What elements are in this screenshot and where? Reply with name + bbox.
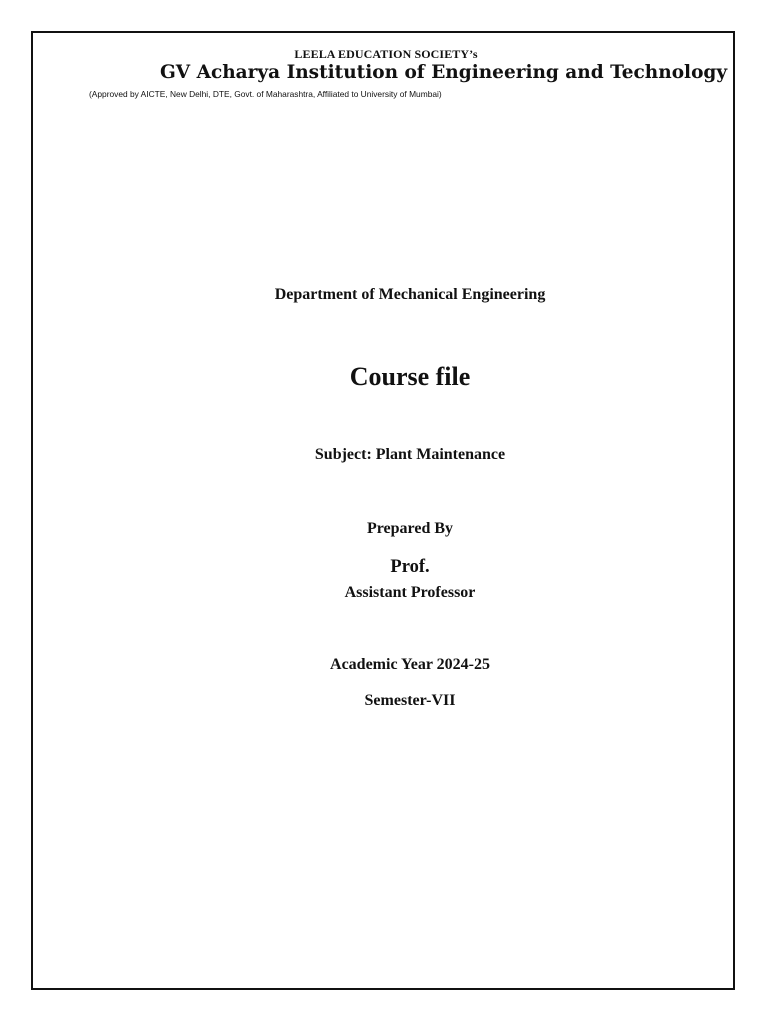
author-role: Assistant Professor — [344, 584, 476, 601]
page-border — [31, 31, 735, 990]
institute-name: GV Acharya Institution of Engineering and Technology — [160, 62, 728, 83]
department-name: Department of Mechanical Engineering — [274, 286, 546, 303]
document-title: Course file — [349, 362, 471, 391]
subject-line: Subject: Plant Maintenance — [314, 446, 506, 463]
semester: Semester-VII — [364, 692, 456, 709]
prepared-by-label: Prepared By — [366, 520, 454, 537]
approval-note: (Approved by AICTE, New Delhi, DTE, Govt. of Maharashtra, Affiliated to University of Mumbai) — [89, 89, 442, 99]
author-name: Prof. — [390, 557, 430, 577]
society-name: LEELA EDUCATION SOCIETY’s — [294, 47, 478, 61]
academic-year: Academic Year 2024-25 — [330, 656, 490, 673]
